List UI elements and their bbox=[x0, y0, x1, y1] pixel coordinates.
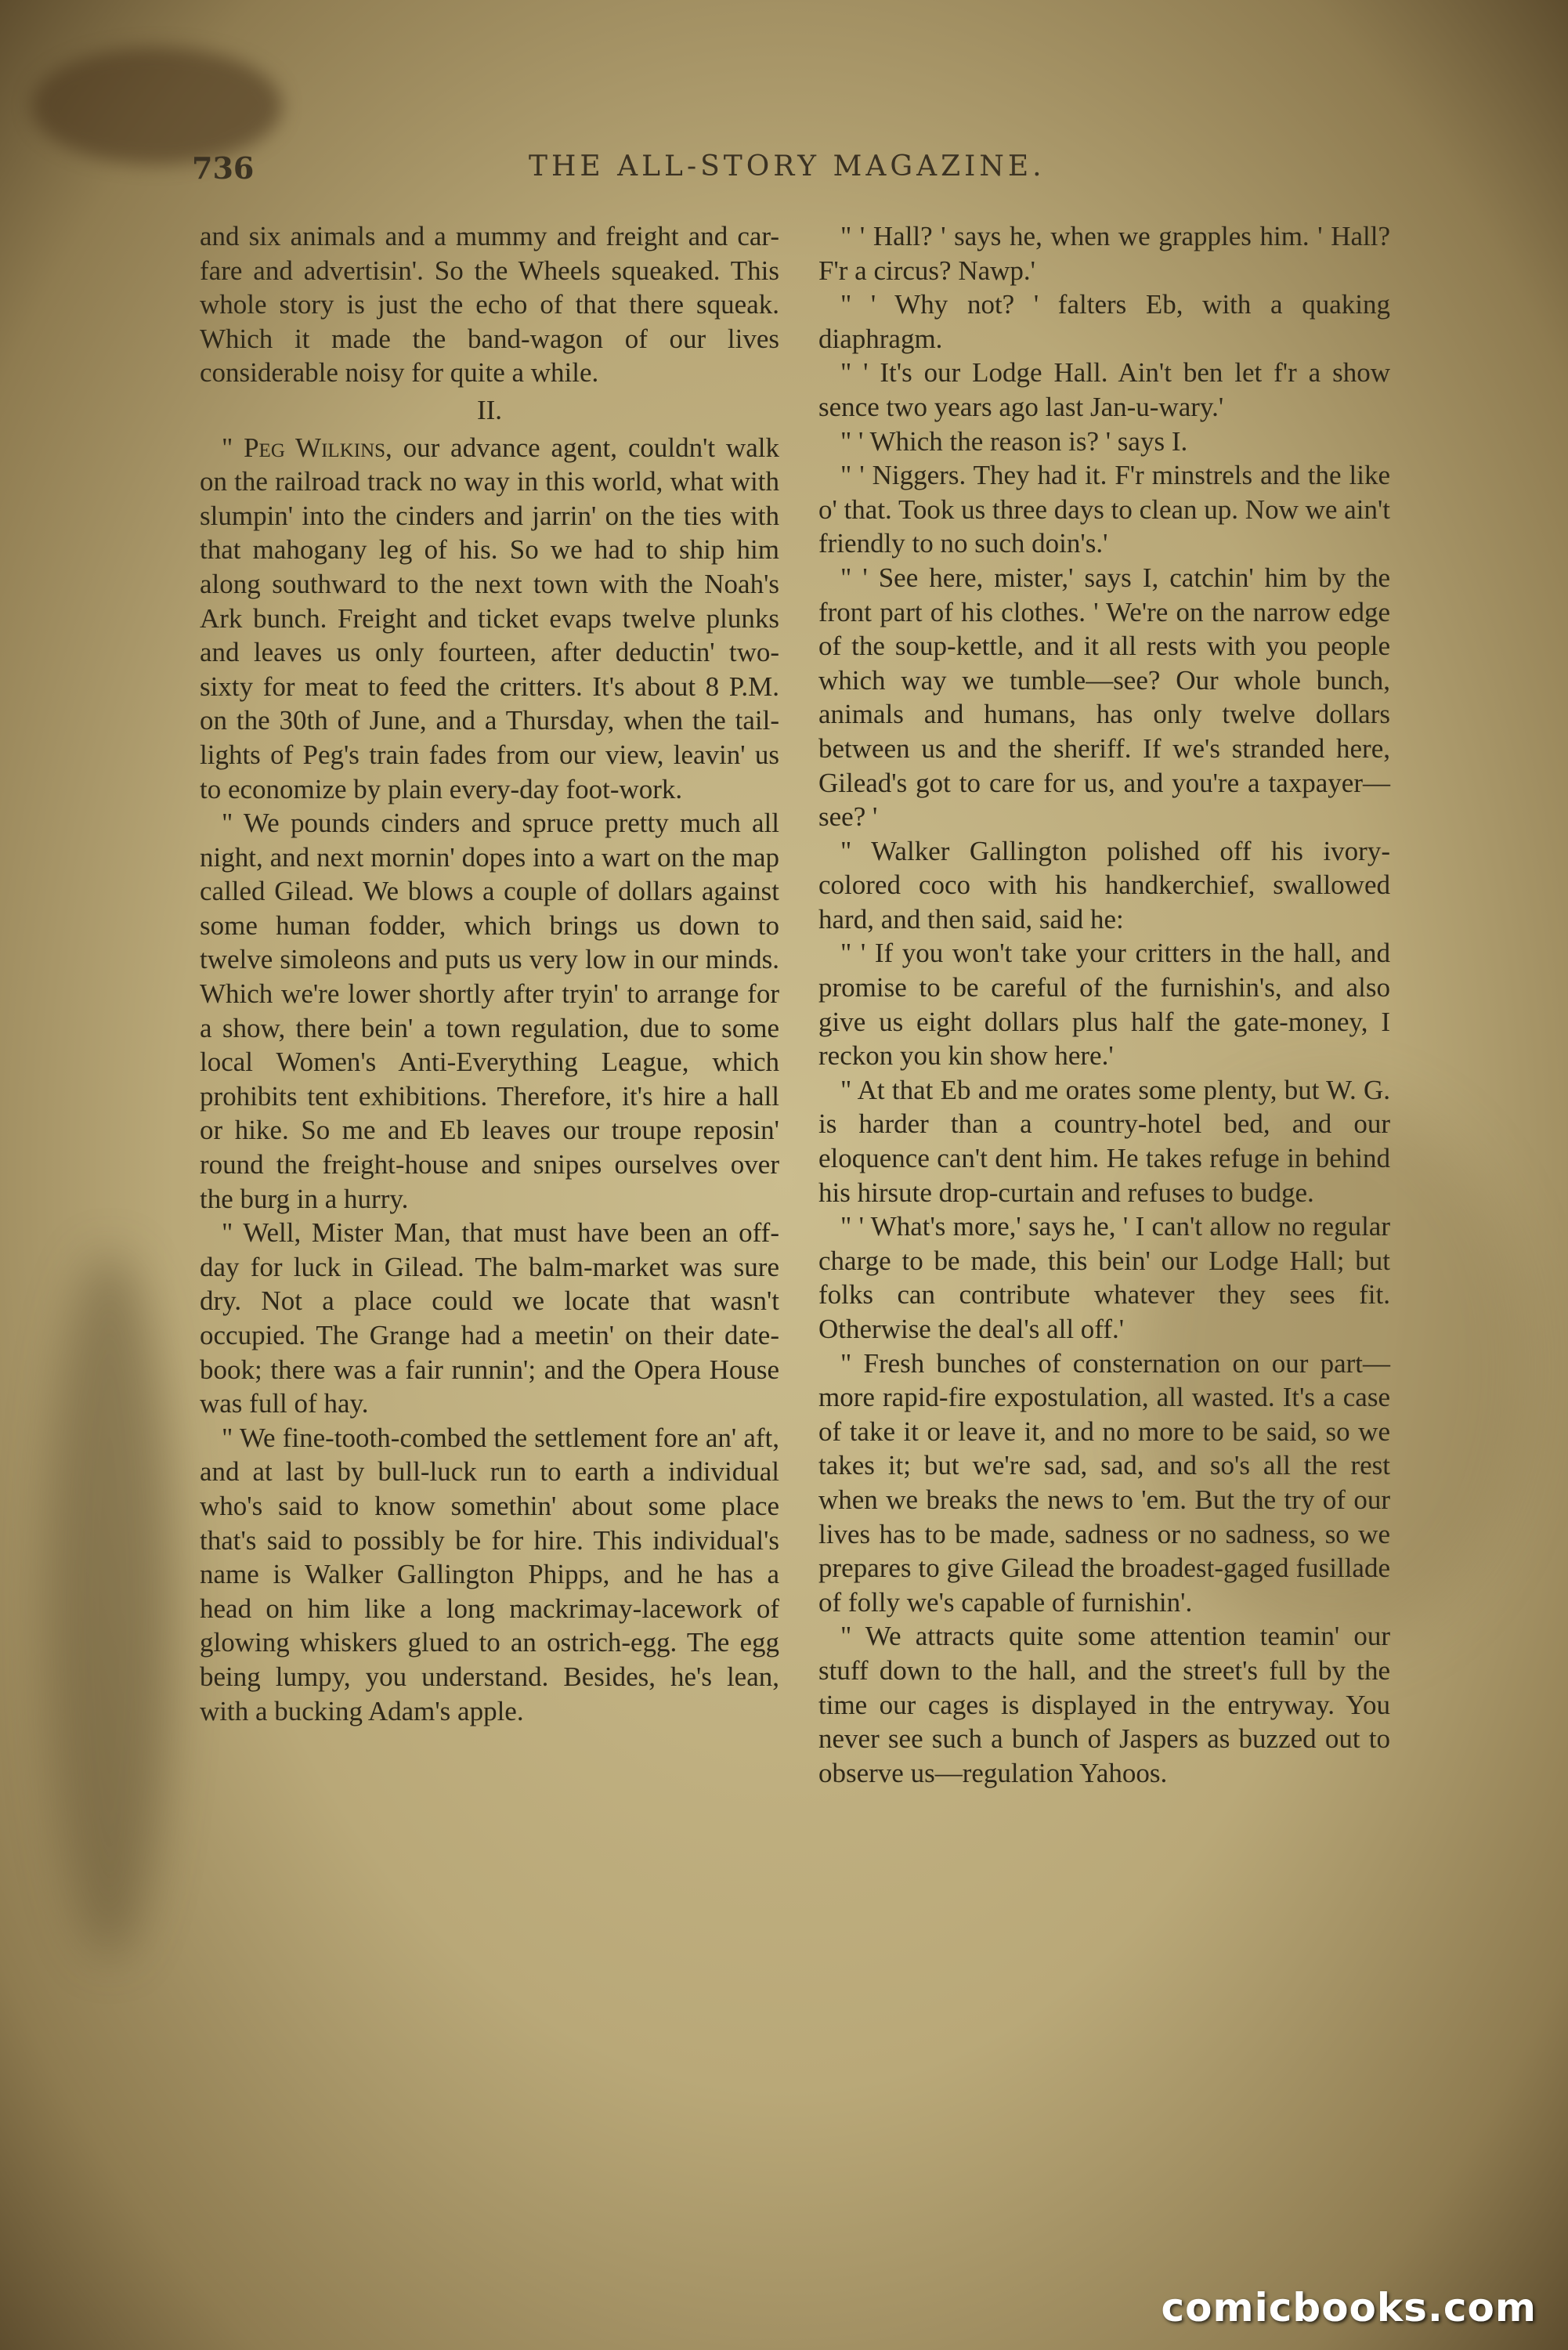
time-abbrev: P.M. bbox=[728, 671, 779, 702]
paragraph-text: on the 30th of June, and a Thursday, when the tail-lights of Peg's train fades from our view, leavin' us to economize by plain every-day foot-work. bbox=[200, 705, 779, 804]
character-name: Peg Wilkins bbox=[244, 432, 386, 463]
stain bbox=[47, 1253, 172, 1958]
quote-mark: " bbox=[222, 432, 244, 463]
running-title: THE ALL-STORY MAGAZINE. bbox=[529, 150, 1046, 183]
paragraph: " Fresh bunches of consternation on our part—more rapid-fire expostulation, all wasted. It's a case of take it or leave it, and no more to be said, so we takes it; but we're sad, sad, and so's all the rest when we breaks the news to 'em. But the try of our lives has to be made, sadness or no sadness, so we prepares to give Gilead the broadest-gaged fusillade of folly we's capable of furnishin'. bbox=[818, 1347, 1390, 1618]
paragraph: " Well, Mister Man, that must have been an off-day for luck in Gilead. The balm-market was sure dry. Not a place could we locate that wasn't occupied. The Grange had a meetin' on their date-book; there was a fair runnin'; and the Opera House was full of hay. bbox=[200, 1217, 779, 1419]
paragraph: " ' If you won't take your critters in the hall, and promise to be careful of the furnishin's, and also give us eight dollars plus half the gate-money, I reckon you kin show here.' bbox=[818, 938, 1390, 1072]
paragraph bbox=[200, 431, 779, 807]
paragraph: " We attracts quite some attention teamin' our stuff down to the hall, and the street's full by the time our cages is displayed in the entryway. You never see such a bunch of Jaspers as buzzed out to observe us—regulation Yahoos. bbox=[818, 1621, 1390, 1788]
watermark: comicbooks.com bbox=[1161, 2285, 1537, 2330]
paragraph: " Walker Gallington polished off his ivory-colored coco with his handkerchief, swallowed hard, and then said, said he: bbox=[818, 835, 1390, 935]
right-column bbox=[818, 219, 1390, 1790]
paragraph: " ' Niggers. They had it. F'r minstrels and the like o' that. Took us three days to clean up. Now we ain't friendly to no such doin's.' bbox=[818, 460, 1390, 559]
stain bbox=[31, 47, 282, 164]
page-number: 736 bbox=[192, 150, 255, 186]
paragraph: " ' See here, mister,' says I, catchin' him by the front part of his clothes. ' We're on the narrow edge of the soup-kettle, and it all rests with you people which way we tumble—see? Our whole bunch, animals and humans, has only twelve dollars between us and the sheriff. If we's stranded here, Gilead's got to care for us, and you're a taxpayer—see? ' bbox=[818, 562, 1390, 833]
left-column bbox=[200, 219, 779, 1728]
paragraph: " ' Why not? ' falters Eb, with a quaking diaphragm. bbox=[818, 289, 1390, 354]
paragraph-text: , our advance agent, couldn't walk on the railroad track no way in this world, what with slumpin' into the cinders and jarrin' on the ties with that mahogany leg of his. So we had to ship him along southward to the next town with the Noah's Ark bunch. Freight and ticket evaps twelve plunks and leaves us only fourteen, after deductin' two-sixty for meat to feed the critters. It's about 8 bbox=[200, 432, 779, 702]
paragraph: " ' Hall? ' says he, when we grapples him. ' Hall? F'r a circus? Nawp.' bbox=[818, 221, 1390, 286]
paragraph: " ' Which the reason is? ' says I. bbox=[840, 425, 1188, 457]
paragraph: " We pounds cinders and spruce pretty much all night, and next mornin' dopes into a wart on the map called Gilead. We blows a couple of dollars against some human fodder, which brings us down to twelve simoleons and puts us very low in our minds. Which we're lower shortly after tryin' to arrange for a show, there bein' a town regulation, due to some local Women's Anti-Everything League, which prohibits tent exhibitions. Therefore, it's hire a hall or hike. So me and Eb leaves our troupe reposin' round the freight-house and snipes ourselves over the burg in a hurry. bbox=[200, 808, 779, 1214]
paragraph: " We fine-tooth-combed the settlement fore an' aft, and at last by bull-luck run to earth a individual who's said to know somethin' about some place that's said to possibly be for hire. This individual's name is Walker Gallington Phipps, and he has a head on him like a long mackrimay-lacework of glowing whiskers glued to an ostrich-egg. The egg being lumpy, you understand. Besides, he's lean, with a bucking Adam's apple. bbox=[200, 1422, 779, 1726]
paragraph: " ' What's more,' says he, ' I can't allow no regular charge to be made, this bein' our Lodge Hall; but folks can contribute whatever they sees fit. Otherwise the deal's all off.' bbox=[818, 1211, 1390, 1344]
paragraph: " At that Eb and me orates some plenty, but W. G. is harder than a country-hotel bed, and our eloquence can't dent him. He takes refuge in behind his hirsute drop-curtain and refuses to budge. bbox=[818, 1074, 1390, 1208]
section-number: II. bbox=[476, 394, 503, 425]
page-header bbox=[192, 150, 1429, 197]
paragraph: and six animals and a mummy and freight and car-fare and advertisin'. So the Wheels squeaked. This whole story is just the echo of that there squeak. Which it made the band-wagon of our lives considerable noisy for quite a while. bbox=[200, 221, 779, 389]
paragraph: " ' It's our Lodge Hall. Ain't ben let f'r a show sence two years ago last Jan-u-wary.' bbox=[818, 357, 1390, 422]
